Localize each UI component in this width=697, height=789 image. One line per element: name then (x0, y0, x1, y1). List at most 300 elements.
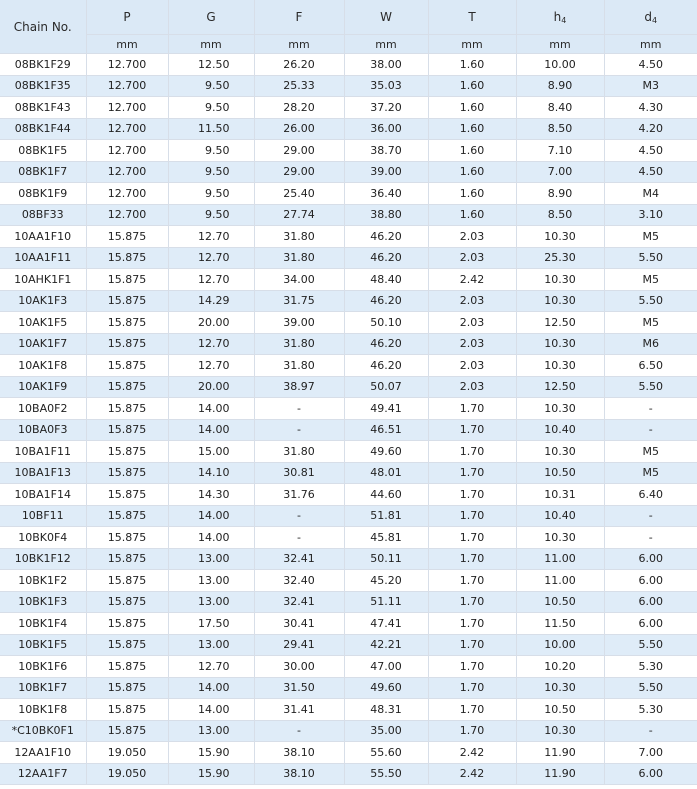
cell-g: 14.00 (168, 527, 254, 549)
cell-chain-no: 10BK1F2 (0, 570, 86, 592)
col-header-f: F (254, 0, 344, 35)
cell-w: 38.70 (344, 140, 428, 162)
cell-t: 2.03 (428, 355, 516, 377)
cell-f: 32.40 (254, 570, 344, 592)
cell-g: 9.50 (168, 97, 254, 119)
table-row (0, 118, 697, 140)
cell-f: 31.80 (254, 333, 344, 355)
cell-h4: 10.00 (516, 54, 604, 76)
cell-h4: 11.90 (516, 742, 604, 764)
cell-chain-no: *C10BK0F1 (0, 720, 86, 742)
cell-h4: 10.30 (516, 355, 604, 377)
cell-p: 15.875 (86, 570, 168, 592)
cell-h4: 7.00 (516, 161, 604, 183)
cell-t: 2.42 (428, 269, 516, 291)
cell-t: 1.70 (428, 677, 516, 699)
cell-d4: - (604, 419, 697, 441)
cell-t: 1.60 (428, 140, 516, 162)
cell-chain-no: 10AHK1F1 (0, 269, 86, 291)
cell-g: 13.00 (168, 548, 254, 570)
cell-f: 38.10 (254, 763, 344, 785)
table-row (0, 484, 697, 506)
cell-d4: M5 (604, 441, 697, 463)
cell-chain-no: 08BK1F5 (0, 140, 86, 162)
table-row (0, 97, 697, 119)
cell-h4: 7.10 (516, 140, 604, 162)
cell-d4: - (604, 527, 697, 549)
cell-w: 36.00 (344, 118, 428, 140)
cell-g: 11.50 (168, 118, 254, 140)
cell-p: 15.875 (86, 312, 168, 334)
cell-d4: 6.00 (604, 763, 697, 785)
cell-w: 47.00 (344, 656, 428, 678)
cell-chain-no: 10BA1F13 (0, 462, 86, 484)
cell-d4: M5 (604, 269, 697, 291)
cell-f: 34.00 (254, 269, 344, 291)
unit-w: mm (344, 35, 428, 54)
cell-w: 51.11 (344, 591, 428, 613)
cell-d4: 6.00 (604, 570, 697, 592)
cell-g: 20.00 (168, 312, 254, 334)
cell-f: - (254, 720, 344, 742)
cell-w: 37.20 (344, 97, 428, 119)
cell-w: 38.80 (344, 204, 428, 226)
cell-h4: 8.90 (516, 75, 604, 97)
cell-t: 1.70 (428, 570, 516, 592)
table-row (0, 677, 697, 699)
cell-d4: 4.50 (604, 140, 697, 162)
cell-h4: 10.50 (516, 699, 604, 721)
cell-w: 47.41 (344, 613, 428, 635)
cell-w: 35.00 (344, 720, 428, 742)
cell-d4: M5 (604, 312, 697, 334)
cell-w: 45.81 (344, 527, 428, 549)
cell-h4: 8.90 (516, 183, 604, 205)
cell-f: 31.80 (254, 247, 344, 269)
cell-g: 14.00 (168, 677, 254, 699)
cell-d4: 5.50 (604, 634, 697, 656)
cell-h4: 11.50 (516, 613, 604, 635)
cell-t: 1.60 (428, 161, 516, 183)
cell-chain-no: 10BK1F12 (0, 548, 86, 570)
cell-w: 46.20 (344, 355, 428, 377)
cell-d4: 7.00 (604, 742, 697, 764)
cell-g: 13.00 (168, 720, 254, 742)
table-row (0, 441, 697, 463)
cell-f: 25.33 (254, 75, 344, 97)
cell-w: 35.03 (344, 75, 428, 97)
cell-t: 2.03 (428, 333, 516, 355)
cell-g: 9.50 (168, 183, 254, 205)
cell-g: 12.70 (168, 333, 254, 355)
cell-w: 44.60 (344, 484, 428, 506)
cell-p: 15.875 (86, 376, 168, 398)
cell-g: 14.29 (168, 290, 254, 312)
cell-w: 46.51 (344, 419, 428, 441)
table-row (0, 548, 697, 570)
cell-f: 31.80 (254, 226, 344, 248)
cell-h4: 10.30 (516, 720, 604, 742)
cell-h4: 10.50 (516, 462, 604, 484)
cell-w: 51.81 (344, 505, 428, 527)
cell-h4: 8.50 (516, 204, 604, 226)
cell-t: 1.70 (428, 419, 516, 441)
cell-chain-no: 10BA1F14 (0, 484, 86, 506)
cell-chain-no: 08BK1F29 (0, 54, 86, 76)
cell-f: 39.00 (254, 312, 344, 334)
cell-p: 15.875 (86, 677, 168, 699)
cell-chain-no: 10BA1F11 (0, 441, 86, 463)
cell-d4: - (604, 398, 697, 420)
cell-g: 14.00 (168, 505, 254, 527)
cell-f: 38.10 (254, 742, 344, 764)
cell-chain-no: 10BK1F3 (0, 591, 86, 613)
cell-t: 1.70 (428, 613, 516, 635)
cell-d4: M5 (604, 462, 697, 484)
cell-p: 15.875 (86, 484, 168, 506)
cell-g: 20.00 (168, 376, 254, 398)
cell-f: 30.41 (254, 613, 344, 635)
cell-chain-no: 10BK1F6 (0, 656, 86, 678)
cell-h4: 25.30 (516, 247, 604, 269)
table-row (0, 720, 697, 742)
cell-h4: 10.30 (516, 398, 604, 420)
table-row (0, 333, 697, 355)
cell-h4: 10.40 (516, 419, 604, 441)
cell-chain-no: 10AK1F9 (0, 376, 86, 398)
table-row (0, 634, 697, 656)
cell-f: 32.41 (254, 591, 344, 613)
cell-d4: 4.50 (604, 161, 697, 183)
cell-w: 46.20 (344, 247, 428, 269)
cell-w: 49.41 (344, 398, 428, 420)
cell-f: 29.41 (254, 634, 344, 656)
cell-p: 15.875 (86, 441, 168, 463)
cell-w: 45.20 (344, 570, 428, 592)
cell-p: 15.875 (86, 333, 168, 355)
cell-t: 2.03 (428, 312, 516, 334)
cell-chain-no: 12AA1F10 (0, 742, 86, 764)
table-row (0, 505, 697, 527)
cell-t: 1.60 (428, 183, 516, 205)
cell-h4: 10.30 (516, 290, 604, 312)
cell-t: 2.42 (428, 763, 516, 785)
cell-t: 2.03 (428, 376, 516, 398)
cell-t: 1.70 (428, 462, 516, 484)
cell-g: 9.50 (168, 161, 254, 183)
cell-w: 46.20 (344, 226, 428, 248)
unit-f: mm (254, 35, 344, 54)
cell-w: 48.31 (344, 699, 428, 721)
cell-t: 1.70 (428, 484, 516, 506)
table-row (0, 54, 697, 76)
cell-h4: 10.30 (516, 269, 604, 291)
cell-w: 50.11 (344, 548, 428, 570)
cell-g: 15.90 (168, 742, 254, 764)
cell-p: 12.700 (86, 97, 168, 119)
cell-f: 29.00 (254, 140, 344, 162)
table-row (0, 226, 697, 248)
cell-f: 30.81 (254, 462, 344, 484)
cell-chain-no: 10AK1F7 (0, 333, 86, 355)
cell-h4: 12.50 (516, 312, 604, 334)
cell-d4: 3.10 (604, 204, 697, 226)
cell-f: 31.75 (254, 290, 344, 312)
cell-f: 30.00 (254, 656, 344, 678)
cell-p: 19.050 (86, 763, 168, 785)
cell-chain-no: 10AK1F3 (0, 290, 86, 312)
table-row (0, 527, 697, 549)
cell-f: - (254, 419, 344, 441)
cell-f: 31.80 (254, 355, 344, 377)
cell-d4: 6.50 (604, 355, 697, 377)
cell-p: 15.875 (86, 634, 168, 656)
cell-w: 46.20 (344, 333, 428, 355)
cell-d4: M5 (604, 226, 697, 248)
cell-d4: 5.30 (604, 656, 697, 678)
cell-p: 19.050 (86, 742, 168, 764)
cell-f: 31.76 (254, 484, 344, 506)
cell-g: 12.70 (168, 656, 254, 678)
col-header-t: T (428, 0, 516, 35)
cell-f: - (254, 505, 344, 527)
table-row (0, 290, 697, 312)
table-row (0, 140, 697, 162)
cell-h4: 8.40 (516, 97, 604, 119)
cell-f: 26.20 (254, 54, 344, 76)
cell-t: 2.03 (428, 226, 516, 248)
cell-h4: 10.00 (516, 634, 604, 656)
cell-p: 12.700 (86, 140, 168, 162)
cell-g: 13.00 (168, 591, 254, 613)
cell-g: 14.00 (168, 419, 254, 441)
cell-g: 13.00 (168, 634, 254, 656)
unit-p: mm (86, 35, 168, 54)
cell-d4: M4 (604, 183, 697, 205)
cell-chain-no: 08BK1F44 (0, 118, 86, 140)
col-header-p: P (86, 0, 168, 35)
cell-d4: 4.50 (604, 54, 697, 76)
cell-t: 1.70 (428, 634, 516, 656)
cell-chain-no: 08BK1F7 (0, 161, 86, 183)
cell-chain-no: 10AK1F8 (0, 355, 86, 377)
table-row (0, 75, 697, 97)
cell-f: - (254, 527, 344, 549)
cell-f: 31.41 (254, 699, 344, 721)
col-header-g: G (168, 0, 254, 35)
cell-p: 12.700 (86, 54, 168, 76)
cell-g: 12.70 (168, 269, 254, 291)
cell-t: 1.60 (428, 118, 516, 140)
unit-d4: mm (604, 35, 697, 54)
header-row (0, 0, 697, 35)
table-row (0, 376, 697, 398)
cell-w: 36.40 (344, 183, 428, 205)
table-row (0, 398, 697, 420)
unit-row (0, 35, 697, 54)
cell-h4: 10.20 (516, 656, 604, 678)
cell-chain-no: 08BK1F9 (0, 183, 86, 205)
cell-g: 12.70 (168, 226, 254, 248)
cell-t: 1.70 (428, 720, 516, 742)
cell-t: 1.60 (428, 97, 516, 119)
table-row (0, 247, 697, 269)
cell-chain-no: 08BK1F35 (0, 75, 86, 97)
table-row (0, 312, 697, 334)
cell-p: 15.875 (86, 269, 168, 291)
cell-d4: 5.50 (604, 290, 697, 312)
cell-p: 15.875 (86, 613, 168, 635)
cell-h4: 8.50 (516, 118, 604, 140)
cell-chain-no: 10BK1F8 (0, 699, 86, 721)
cell-f: 31.80 (254, 441, 344, 463)
cell-w: 46.20 (344, 290, 428, 312)
cell-d4: M3 (604, 75, 697, 97)
cell-w: 50.07 (344, 376, 428, 398)
cell-chain-no: 10BA0F3 (0, 419, 86, 441)
cell-g: 15.90 (168, 763, 254, 785)
cell-f: 25.40 (254, 183, 344, 205)
unit-g: mm (168, 35, 254, 54)
cell-d4: 4.30 (604, 97, 697, 119)
cell-t: 1.70 (428, 591, 516, 613)
cell-p: 15.875 (86, 355, 168, 377)
unit-h4: mm (516, 35, 604, 54)
cell-h4: 10.40 (516, 505, 604, 527)
table-row (0, 183, 697, 205)
cell-t: 1.70 (428, 548, 516, 570)
cell-d4: 6.00 (604, 591, 697, 613)
table-row (0, 763, 697, 785)
cell-chain-no: 10BF11 (0, 505, 86, 527)
cell-g: 12.50 (168, 54, 254, 76)
cell-d4: - (604, 505, 697, 527)
cell-p: 15.875 (86, 591, 168, 613)
cell-d4: 5.50 (604, 247, 697, 269)
cell-f: 28.20 (254, 97, 344, 119)
cell-chain-no: 10AK1F5 (0, 312, 86, 334)
cell-h4: 10.30 (516, 226, 604, 248)
cell-p: 15.875 (86, 548, 168, 570)
cell-t: 2.03 (428, 290, 516, 312)
cell-w: 49.60 (344, 441, 428, 463)
cell-chain-no: 10AA1F10 (0, 226, 86, 248)
table-row (0, 656, 697, 678)
cell-w: 50.10 (344, 312, 428, 334)
cell-d4: 5.30 (604, 699, 697, 721)
cell-g: 14.10 (168, 462, 254, 484)
cell-g: 12.70 (168, 247, 254, 269)
cell-g: 15.00 (168, 441, 254, 463)
cell-d4: 4.20 (604, 118, 697, 140)
cell-t: 1.60 (428, 204, 516, 226)
cell-p: 12.700 (86, 161, 168, 183)
cell-w: 49.60 (344, 677, 428, 699)
cell-t: 2.03 (428, 247, 516, 269)
cell-d4: M6 (604, 333, 697, 355)
cell-p: 15.875 (86, 505, 168, 527)
cell-h4: 12.50 (516, 376, 604, 398)
cell-g: 14.30 (168, 484, 254, 506)
cell-p: 15.875 (86, 226, 168, 248)
cell-g: 14.00 (168, 699, 254, 721)
cell-f: 27.74 (254, 204, 344, 226)
cell-p: 15.875 (86, 462, 168, 484)
unit-t: mm (428, 35, 516, 54)
cell-chain-no: 08BF33 (0, 204, 86, 226)
cell-t: 1.70 (428, 505, 516, 527)
table-row (0, 570, 697, 592)
cell-h4: 10.30 (516, 441, 604, 463)
cell-g: 9.50 (168, 75, 254, 97)
cell-g: 12.70 (168, 355, 254, 377)
cell-d4: 6.40 (604, 484, 697, 506)
table-row (0, 419, 697, 441)
cell-f: - (254, 398, 344, 420)
cell-t: 1.70 (428, 527, 516, 549)
cell-g: 17.50 (168, 613, 254, 635)
col-header-w: W (344, 0, 428, 35)
cell-p: 15.875 (86, 720, 168, 742)
cell-d4: 5.50 (604, 677, 697, 699)
cell-f: 26.00 (254, 118, 344, 140)
cell-h4: 10.31 (516, 484, 604, 506)
chain-no-header: Chain No. (0, 0, 86, 54)
cell-h4: 11.00 (516, 548, 604, 570)
cell-p: 12.700 (86, 118, 168, 140)
cell-t: 1.60 (428, 54, 516, 76)
cell-w: 42.21 (344, 634, 428, 656)
cell-t: 1.70 (428, 699, 516, 721)
cell-chain-no: 10BK1F5 (0, 634, 86, 656)
cell-f: 29.00 (254, 161, 344, 183)
table-row (0, 613, 697, 635)
cell-p: 12.700 (86, 204, 168, 226)
cell-chain-no: 10BA0F2 (0, 398, 86, 420)
cell-w: 38.00 (344, 54, 428, 76)
cell-t: 1.60 (428, 75, 516, 97)
cell-d4: - (604, 720, 697, 742)
cell-p: 15.875 (86, 527, 168, 549)
table-row (0, 742, 697, 764)
table-row (0, 204, 697, 226)
cell-t: 1.70 (428, 441, 516, 463)
table-row (0, 462, 697, 484)
cell-g: 9.50 (168, 140, 254, 162)
cell-p: 15.875 (86, 247, 168, 269)
cell-p: 12.700 (86, 183, 168, 205)
cell-d4: 5.50 (604, 376, 697, 398)
cell-chain-no: 10BK1F4 (0, 613, 86, 635)
cell-h4: 10.30 (516, 333, 604, 355)
cell-chain-no: 10AA1F11 (0, 247, 86, 269)
table-row (0, 269, 697, 291)
cell-w: 39.00 (344, 161, 428, 183)
cell-t: 1.70 (428, 398, 516, 420)
cell-h4: 10.50 (516, 591, 604, 613)
cell-f: 38.97 (254, 376, 344, 398)
cell-h4: 10.30 (516, 677, 604, 699)
cell-chain-no: 12AA1F7 (0, 763, 86, 785)
cell-w: 55.50 (344, 763, 428, 785)
table-body (0, 54, 697, 785)
cell-h4: 10.30 (516, 527, 604, 549)
col-header-h4: $h_4$ (516, 0, 604, 35)
cell-p: 15.875 (86, 290, 168, 312)
cell-w: 55.60 (344, 742, 428, 764)
cell-w: 48.01 (344, 462, 428, 484)
cell-g: 9.50 (168, 204, 254, 226)
